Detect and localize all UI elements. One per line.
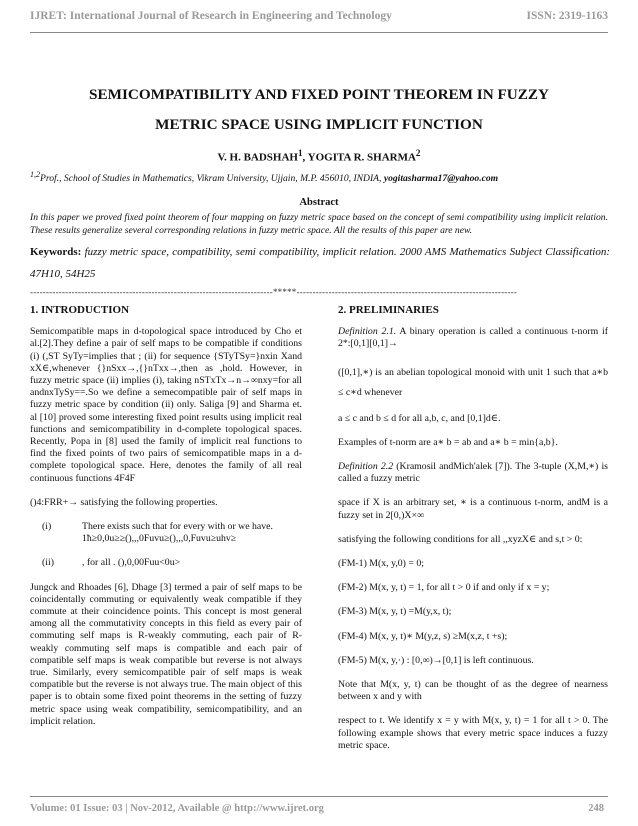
footer-rule (30, 796, 608, 797)
paper-title: SEMICOMPATIBILITY AND FIXED POINT THEOREM IN FUZZY METRIC SPACE USING IMPLICIT FUNCTION (89, 86, 549, 133)
affiliation: $^{1,2}$Prof., School of Studies in Mathematics, Vikram University, Ujjain, M.P. 456010, INDIA, yogitasharma17@yahoo.com (30, 170, 499, 185)
running-header (30, 10, 608, 28)
abstract-heading: Abstract (299, 197, 339, 208)
author-email: yogitasharma17@yahoo.com (383, 173, 499, 185)
norm-condition: a ≤ c and b ≤ d for all a,b, c, and [0,1]d∈. (338, 412, 501, 424)
weak-compatibility-paragraph: Jungck and Rhoades [6], Dhage [3] termed a pair of self maps to be coincidentally commuting or equivalently weak compatible if they commute at their coincidence points. This concept is most general among all the commutativity concepts in this field as every pair of commuting self maps is R-weakly commuting, each pair of R-weakly commuting self maps is compatible and each pair of compatible self maps is weak compatible but reverse is not always true. Similarly, every semicompatible pair of self maps is weak compatible but the reverse is not always true. The main object of this paper is to obtain some fixed point theorems in the setting of fuzzy metric space using weak compatibility, semicompatibility, and an implicit relation. (30, 581, 302, 727)
properties-intro: ()4:FRR+→ satisfying the following properties. (30, 496, 218, 508)
fm1: (FM-1) M(x, y,0) = 0; (338, 558, 424, 570)
abstract-text: In this paper we proved fixed point theorem of four mapping on fuzzy metric space based on the concept of semi compatibility using implicit relation. These results generalize several corresponding relations in fuzzy metric space. All the results of this paper are new. (30, 212, 608, 236)
authors: V. H. BADSHAH$^1$, YOGITA R. SHARMA$^2$ (217, 148, 421, 164)
identification-text: respect to t. We identify x = y with M(x, y, t) = 1 for all t > 0. The following example shows that every metric space induces a fuzzy metric space. (338, 715, 608, 751)
fm2: (FM-2) M(x, y, t) = 1, for all t > 0 if and only if x = y; (338, 582, 550, 594)
definition-2-2: Definition 2.2 (Kramosil andMich'alek [7]). The 3-tuple (X,M,∗) is called a fuzzy metric (338, 461, 608, 485)
fm3: (FM-3) M(x, y, t) =M(y,x, t); (338, 606, 452, 618)
definition-2-1: Definition 2.1. A binary operation is called a continuous t-norm if 2*:[0,1][0,1]→ (338, 326, 608, 350)
nearness-note: Note that M(x, y, t) can be thought of as the degree of nearness between x and y with (338, 679, 608, 703)
fm4: (FM-4) M(x, y, t)∗ M(y,z, s) ≥M(x,z, t +s); (338, 630, 508, 642)
keywords: Keywords: fuzzy metric space, compatibility, semi compatibility, implicit relation. 2000 AMS Mathematics Subject Classification: 47H10, 54H25 (30, 246, 610, 280)
conditions-intro: satisfying the following conditions for all ,,xyzX∈ and s,t > 0: (338, 533, 583, 545)
left-column (30, 304, 302, 728)
fm5: (FM-5) M(x, y,·) : [0,∞)→[0,1] is left continuous. (338, 654, 534, 666)
volume-info: Volume: 01 Issue: 03 | Nov-2012, Available @ http://www.ijret.org (30, 803, 324, 814)
monoid-condition: ([0,1],∗) is an abelian topological monoid with unit 1 such that a∗b ≤ c∗d whenever (338, 366, 608, 398)
intro-paragraph: Semicompatible maps in d-topological space introduced by Cho et al.[2].They define a pair of self maps to be compatible if conditions (i) (,ST SyTy=implies that ; (ii) for sequence {STyTSy=}nxin Xand xX∈,whenever {}nSxx→,{}nTxx→,then as ,hold. However, in fuzzy metric space (ii) implies (i), taking nSTxTx→n→∞nxy=for all andnxTySy==.So we define a semecompatible pair of self maps in fuzzy metric space by condition (ii) only. Saliga [9] and Sharma et. al [10] proved some interesting fixed point results using implicit real functions and semicompatibility in d-complete topological spaces. Recently, Popa in [8] used the family of implicit real functions to find the fixed points of two pairs of semicompatible maps in a d-complete topological space. Here, denotes the family of all real continuous functions 4F4F (30, 326, 302, 484)
property-item: (i) There exists such that for every with or we have. 1ħ≥0,0u≥≥(),,,0Fuvu≥(),,,0,Fuvu≥uhv≥ (42, 521, 273, 545)
journal-name: IJRET: International Journal of Research in Engineering and Technology (30, 10, 392, 22)
fuzzy-space-text: space if X is an arbitrary set, ∗ is a continuous t-norm, andM is a fuzzy set in 2[0,)X×∞ (338, 497, 608, 521)
section-heading-introduction: 1. INTRODUCTION (30, 304, 130, 316)
page-number: 248 (588, 803, 604, 814)
keywords-label: Keywords: (30, 246, 82, 258)
running-footer (30, 803, 608, 819)
issn: ISSN: 2319-1163 (526, 10, 608, 22)
property-item: (ii) , for all . (),0,00Fuu<0u> (42, 557, 181, 569)
right-column (338, 304, 608, 752)
section-heading-preliminaries: 2. PRELIMINARIES (338, 304, 439, 316)
tnorm-examples: Examples of t-norm are a∗ b = ab and a∗ b = min{a,b}. (338, 436, 558, 448)
header-rule (30, 32, 608, 33)
separator: ----------------------------------------------------------------------------*****--------------------------------------------------------------------- (30, 287, 518, 297)
